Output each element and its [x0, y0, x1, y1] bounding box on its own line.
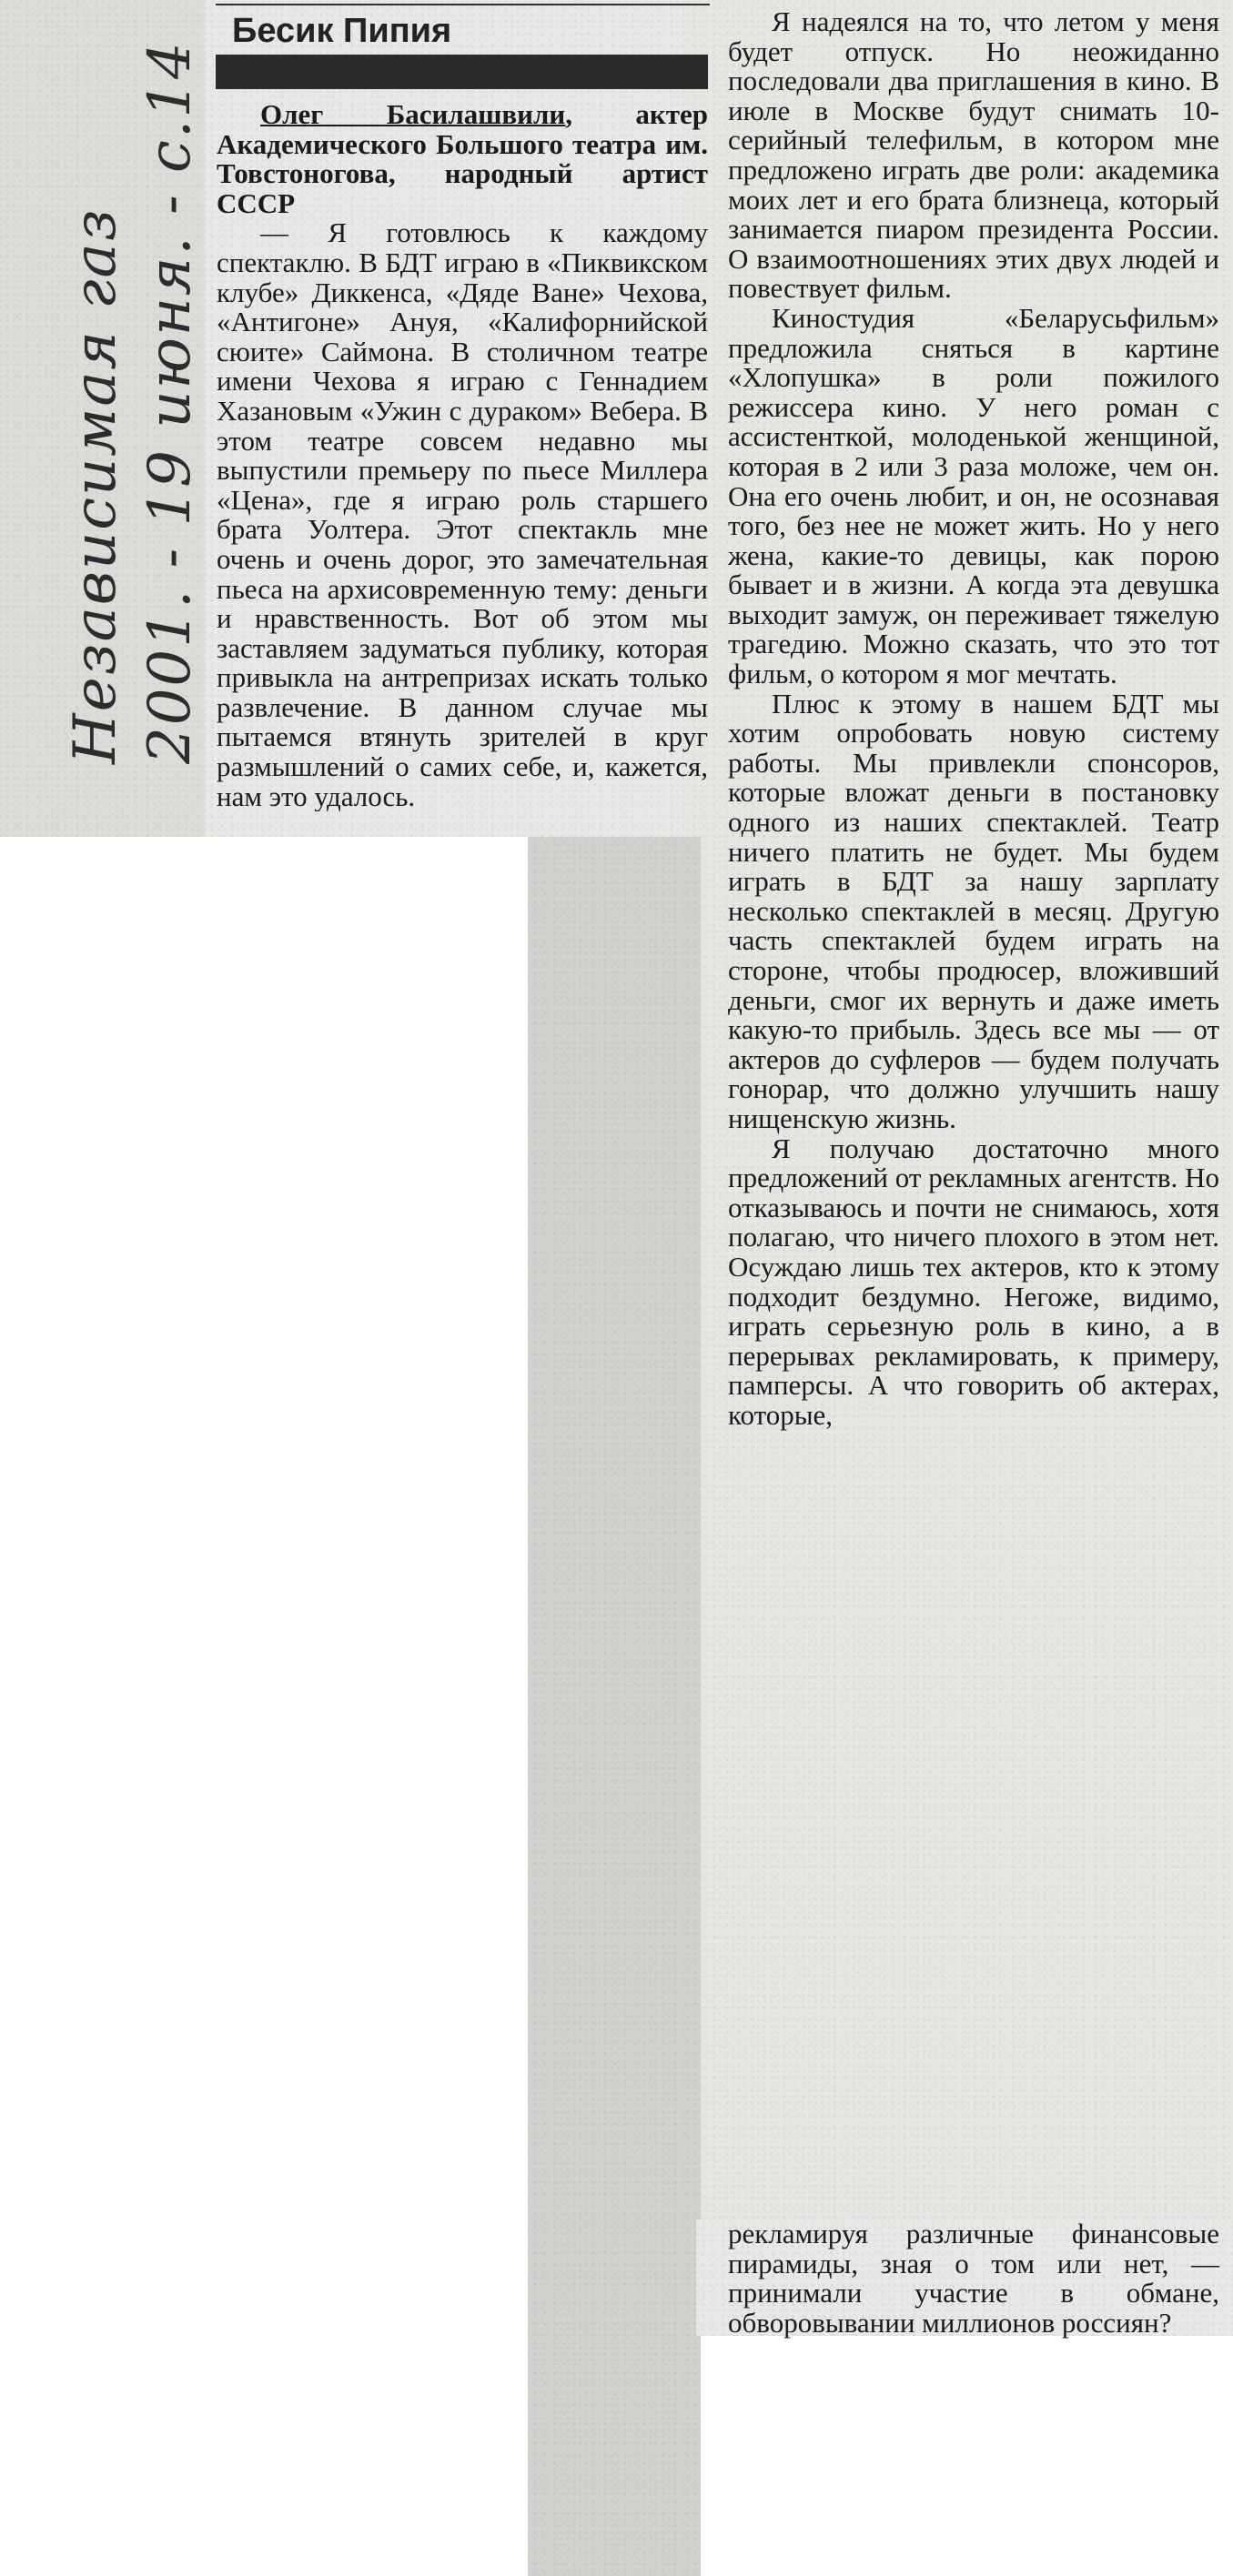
handwritten-note-line1: Независимая газ [62, 207, 129, 764]
handwritten-note [45, 36, 204, 782]
lead-title: актер Академического Большого театра им. Товстоногова, народный артист СССР [217, 98, 708, 219]
paragraph-6: рекламируя различные финансовые пирамиды, зная о том или нет, — принимали участие в обмане, обворовывании миллионов россиян? [728, 2218, 1219, 2339]
paper-shadow [528, 837, 701, 2576]
author-byline: Бесик Пипия [232, 12, 452, 50]
paragraph-4: Плюс к этому в нашем БДТ мы хотим опробовать новую систему работы. Мы привлекли спонсоров, которые вложат деньги в постановку одного из наших спектаклей. Театр ничего платить не будет. Мы будем играть в БДТ за нашу зарплату несколько спектаклей в месяц. Другую часть спектаклей будем играть на стороне, чтобы продюсер, вложивший деньги, смог их вернуть и даже иметь какую-то прибыль. Здесь все мы — от актеров до суфлеров — будем получать гонорар, что должно улучшить нашу нищенскую жизнь. [728, 687, 1219, 1134]
paragraph-5: Я получаю достаточно много предложений от рекламных агентств. Но отказываюсь и почти не снимаюсь, хотя полагаю, что ничего плохого в этом нет. Осуждаю лишь тех актеров, кто к этому подходит бездумно. Негоже, видимо, играть серьезную роль в кино, а в перерывах рекламировать, к примеру, памперсы. А что говорить об актерах, которые, [728, 1132, 1219, 1431]
lead-paragraph [217, 100, 708, 218]
paragraph-1: — Я готовлюсь к каждому спектаклю. В БДТ играю в «Пиквикском клубе» Диккенса, «Дяде Ване» Чехова, «Антигоне» Ануя, «Калифорнийской сюите» Саймона. В столичном театре имени Чехова я играю с Геннадием Хазановым «Ужин с дураком» Вебера. В этом театре совсем недавно мы выпустили премьеру по пьесе Миллера «Цена», где я играю роль старшего брата Уолтера. Этот спектакль мне очень и очень дорог, это замечательная пьеса на архисовременную тему: деньги и нравственность. Вот об этом мы заставляем задуматься публику, которая привыкла на антрепризах искать только развлечение. В данном случае мы пытаемся втянуть зрителей в круг размышлений о самих себе, и, кажется, нам это удалось. [217, 218, 708, 812]
article-column-2-continuation [728, 2219, 1219, 2338]
paragraph-3: Киностудия «Беларусьфильм» предложила сняться в картине «Хлопушка» в роли пожилого режиссера кино. У него роман с ассистенткой, молоденькой женщиной, которая в 2 или 3 раза моложе, чем он. Она его очень любит, и он, не осознавая того, без нее не может жить. Но у него жена, какие-то девицы, как порою бывает и в жизни. А когда эта девушка выходит замуж, он переживает тяжелую трагедию. Можно сказать, что это тот фильм, о котором я мог мечтать. [728, 301, 1219, 690]
lead-name: Олег Басилашвили, [260, 98, 573, 130]
handwritten-note-line2: 2001. - 19 июня. - с.14 [136, 40, 204, 764]
article-column-1 [217, 100, 708, 811]
paragraph-2: Я надеялся на то, что летом у меня будет отпуск. Но неожиданно последовали два приглашения в кино. В июле в Москве будут снимать 10-серийный телефильм, в котором мне предложено играть две роли: академика моих лет и его брата близнеца, который занимается пиаром президента России. О взаимоотношениях этих двух людей и повествует фильм. [728, 5, 1219, 305]
article-column-2 [728, 7, 1219, 1431]
byline-rule [216, 4, 710, 5]
header-bar [216, 55, 708, 89]
